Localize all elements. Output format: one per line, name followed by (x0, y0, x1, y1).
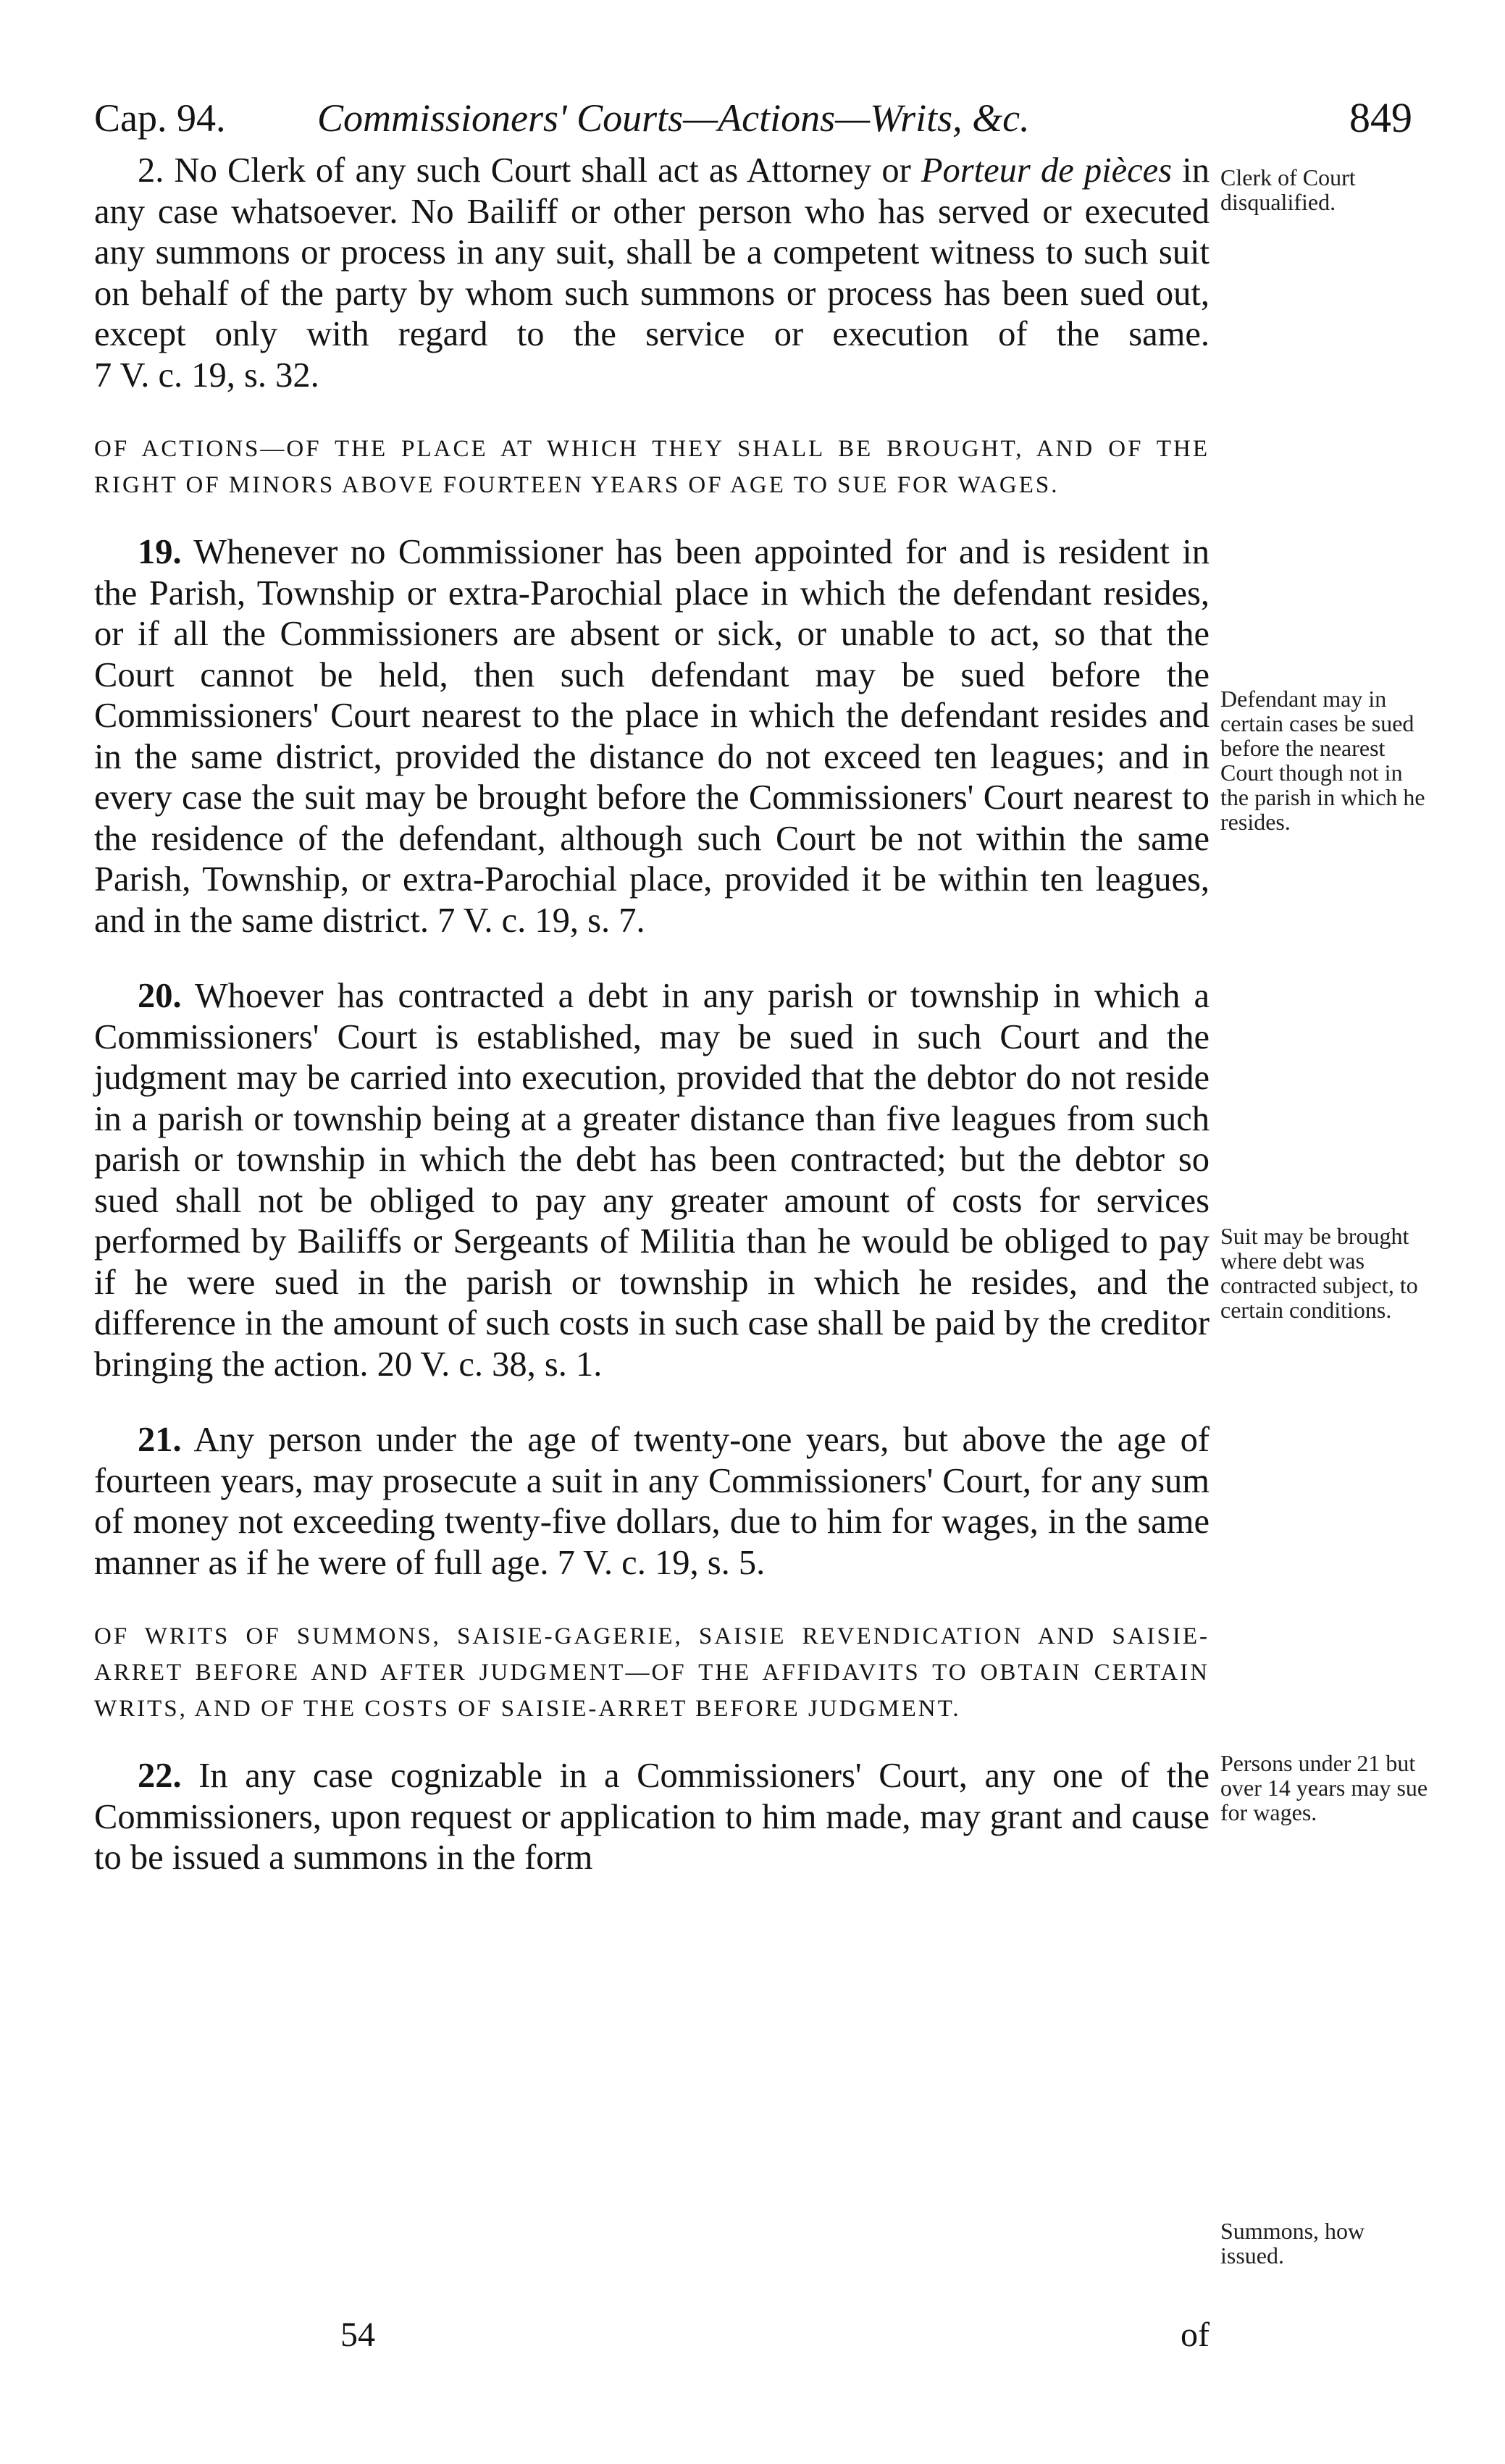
page-footer (94, 2313, 1210, 2357)
margin-note-section-20: Suit may be brought where debt was contracted subject, to certain conditions. (1220, 1223, 1418, 1323)
section-19 (94, 532, 1210, 941)
heading-writs: OF WRITS OF SUMMONS, SAISIE-GAGERIE, SAISIE REVENDICATION AND SAISIE-ARRET BEFORE AND AFTER JUDGMENT—OF THE AFFIDAVITS TO OBTAIN CERTAIN WRITS, AND OF THE COSTS OF SAISIE-ARRET BEFORE JUDGMENT. (94, 1623, 1210, 1722)
section-19-text: Whenever no Commissioner has been appointed for and is resident in the Parish, Township or extra-Parochial place in which the defendant resides, or if all the Commissioners are absent or sick, or unable to act, so that the Court cannot be held, then such defendant may be sued before the Commissioners' Court nearest to the place in which the defendant resides and in the same district, provided the distance do not exceed ten leagues; and in every case the suit may be brought before the Commissioners' Court nearest to the residence of the defendant, although such Court be not within the same Parish, Township, or extra-Parochial place, provided it be within ten leagues, and in the same district. (94, 533, 1210, 940)
margin-note-section-19: Defendant may in certain cases be sued before the nearest Court though not in the parish in which he resides. (1220, 686, 1425, 835)
section-21-citation: 7 V. c. 19, s. 5. (557, 1543, 766, 1582)
margin-note-section-21: Persons under 21 but over 14 years may sue for wages. (1220, 1750, 1428, 1825)
section-22-number: 22. (138, 1757, 182, 1795)
running-title: Commissioners' Courts—Actions—Writs, &c. (317, 96, 1030, 140)
section-2-text-a: 2. No Clerk of any such Court shall act as Attorney or (138, 151, 921, 190)
page-number: 849 (1349, 94, 1412, 141)
margin-note-section-2: Clerk of Court disqualified. (1220, 164, 1356, 215)
section-21-number: 21. (138, 1421, 182, 1459)
section-19-citation: 7 V. c. 19, s. 7. (437, 901, 645, 940)
section-22-text: In any case cognizable in a Commissioners' Court, any one of the Commissioners, upon request or application to him made, may grant and cause to be issued a summons in the form (94, 1757, 1210, 1877)
heading-actions: OF ACTIONS—OF THE PLACE AT WHICH THEY SHALL BE BROUGHT, AND OF THE RIGHT OF MINORS ABOVE FOURTEEN YEARS OF AGE TO SUE FOR WAGES. (94, 436, 1210, 498)
section-2-italic-term: Porteur de pièces (921, 151, 1173, 190)
section-22 (94, 1756, 1210, 1879)
signature-mark: 54 (340, 2316, 375, 2354)
section-2-text-b: in any case whatsoever. No Bailiff or other person who has served or executed any summons or process in any suit, shall be a competent witness to such suit on behalf of the party by whom such summons or process has been sued out, except only with regard to the service or execution of the same. (94, 151, 1210, 353)
chapter-label: Cap. 94. (94, 96, 226, 140)
section-20-number: 20. (138, 977, 182, 1015)
catchword: of (1181, 2316, 1210, 2354)
margin-note-section-22: Summons, how issued. (1220, 2218, 1365, 2269)
section-20-citation: 20 V. c. 38, s. 1. (377, 1345, 603, 1384)
running-header (94, 85, 1412, 151)
section-20-text: Whoever has contracted a debt in any parish or township in which a Commissioners' Court is established, may be sued in such Court and the judgment may be carried into execution, provided that the debtor do not reside in a parish or township being at a greater distance than five leagues from such parish or township in which the debt has been contracted; but the debtor so sued shall not be obliged to pay any greater amount of costs for services performed by Bailiffs or Sergeants of Militia than he would be obliged to pay if he were sued in the parish or township in which he resides, and the difference in the amount of such costs in such case shall be paid by the creditor bringing the action. (94, 977, 1210, 1384)
body-text (94, 151, 1210, 1879)
section-21-text: Any person under the age of twenty-one years, but above the age of fourteen years, may prosecute a suit in any Commissioners' Court, for any sum of money not exceeding twenty-five dollars, due to him for wages, in the same manner as if he were of full age. (94, 1421, 1210, 1582)
section-2-citation: 7 V. c. 19, s. 32. (94, 356, 319, 395)
section-19-number: 19. (138, 533, 182, 571)
section-2 (94, 151, 1210, 396)
section-21 (94, 1420, 1210, 1584)
section-20 (94, 976, 1210, 1385)
